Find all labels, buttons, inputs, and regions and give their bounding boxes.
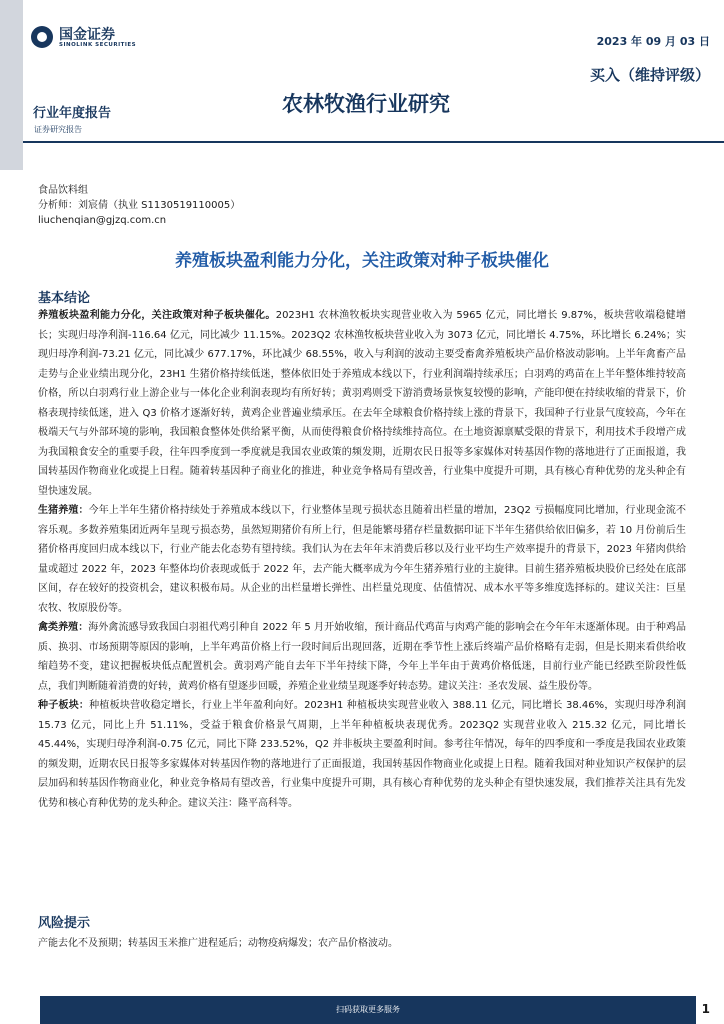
side-accent-bar [0,0,23,170]
research-group: 食品饮料组 [38,185,88,196]
analyst-info [38,183,240,228]
page-footer [0,996,724,1024]
report-type: 行业年度报告 [33,106,112,121]
report-date: 2023 年 09 月 03 日 [596,35,710,48]
industry-title: 农林牧渔行业研究 [282,92,450,116]
paragraph-lead: 种子板块： [38,700,90,711]
logo-mark-icon [31,26,53,48]
paragraph-text: 种植板块营收稳定增长，行业上半年盈利向好。2023H1 种植板块实现营业收入 388.11 亿元，同比增长 38.46%，实现归母净利润 15.73 亿元，同比上升 51.11%，受益于粮食价格景气周期，上半年种植板块表现优秀。2023Q2 实现营业收入 215.32 亿元，同比增长 45.44%，实现归母净利润-0.75 亿元，同比下降 233.52%，Q2 并非板块主要盈利时间。参考往年情况，每年的四季度和一季度是我国农业政策的频发期，近期农民日报等多家媒体对转基因作物的落地进行了正面报道，我国转基因作物商业化或提上日程。随着我国对种业知识产权保护的层层加码和转基因作物商业化，种业竞争格局有望改善，行业集中度提升可期，具有核心育种优势的龙头种企有望快速发展，我们推荐关注具有先发优势和核心育种优势的龙头种企。建议关注：隆平高科等。 [38,700,686,809]
paragraph-text: 2023H1 农林渔牧板块实现营业收入为 5965 亿元，同比增长 9.87%，板块营收端稳健增长；实现归母净利润-116.64 亿元，同比减少 11.15%。2023Q2 农林渔牧板块营业收入为 3073 亿元，同比增长 4.75%，环比增长 6.24%；实现归母净利润-73.21 亿元，同比减少 677.17%，环比减少 68.55%，收入与利润的波动主要受畜禽养殖板块产品价格波动影响。上半年禽畜产品走势与企业业绩出现分化，23H1 生猪价格持续低迷，整体依旧处于养殖成本线以下，行业利润端持续承压；白羽鸡的鸡苗在上半年整体维持较高价格，所以白羽鸡行业上游企业与一体化企业利润表现均有所好转；黄羽鸡则受下游消费场景恢复较慢的影响，产能印便在持续收缩的背景下，价格表现持续低迷，进入 Q3 价格才逐渐好转，黄鸡企业普遍业绩承压。在去年全球粮食价格持续上涨的背景下，我国种子行业景气度较高，今年在极端天气与外部环境的影响，我国粮食整体处供给紧平衡，从而使得粮食价格持续维持高位。在土地资源禀赋受限的背景下，利用技术手段增产成为我国粮食安全的重要手段，往年四季度到一季度就是我国农业政策的频发期，近期农民日报等多家媒体对转基因作物的落地进行了正面报道，我国转基因作物商业化或提上日程。随着转基因种子商业化的推进，种业竞争格局有望改善，行业集中度提升可期，具有核心育种优势的龙头种企有望快速发展。 [38,310,687,497]
report-header [0,0,724,170]
summary-body [38,306,686,813]
report-subtype: 证券研究报告 [34,125,82,134]
summary-paragraph [38,306,686,501]
rating-label: 买入（维持评级） [589,66,710,84]
company-logo [31,24,141,52]
paragraph-lead: 生猪养殖： [38,505,89,516]
seed-paragraph [38,696,686,813]
analyst-email[interactable]: liuchenqian@gjzq.com.cn [38,215,167,226]
footer-disclaimer: 扫码获取更多服务 [336,1005,400,1014]
summary-section-title: 基本结论 [38,291,91,306]
paragraph-lead: 养殖板块盈利能力分化，关注政策对种子板块催化。 [38,310,276,321]
paragraph-text: 海外禽流感导致我国白羽祖代鸡引种自 2022 年 5 月开始收缩，预计商品代鸡苗与肉鸡产能的影响会在今年年末逐渐体现。由于种鸡品质、换羽、市场预期等原因的影响，上半年鸡苗价格上行一段时间后出现回落，近期在季节性上涨后终端产品价格略有走弱，但是长期来看供给收缩趋势不变，建议把握板块低点配置机会。黄羽鸡产能自去年下半年持续下降，今年上半年由于黄鸡价格低迷，目前行业产能已经跌至阶段性低点，我们判断随着消费的好转，黄鸡价格有望逐步回暖，养殖企业业绩呈现逐季好转态势。建议关注：圣农发展、益生股份等。 [38,622,687,692]
analyst-name: 分析师：刘宸倩（执业 S1130519110005） [38,200,241,211]
risk-section-title: 风险提示 [38,916,91,931]
logo-name-en: SINOLINK SECURITIES [59,42,137,48]
pig-paragraph [38,501,686,618]
report-headline: 养殖板块盈利能力分化，关注政策对种子板块催化 [175,251,549,271]
page-number: 1 [701,1002,710,1016]
paragraph-text: 今年上半年生猪价格持续处于养殖成本线以下，行业整体呈现亏损状态且随着出栏量的增加，23Q2 亏损幅度同比增加，行业现金流不容乐观。多数养殖集团近两年呈现亏损态势，虽然短期猪价有所上行，但是能繁母猪存栏量数据印证下半年生猪供给依旧偏多，若 10 月份前后生猪价格再度回归成本线以下，行业产能去化态势有望持续。我们认为在去年年末消费后移以及行业平均生产效率提升的背景下，2023 年猪肉供给量或超过 2022 年，2023 年整体均价表现或低于 2022 年，去产能大概率成为今年生猪养殖行业的主旋律。目前生猪养殖板块股价已经处在底部区间，存在较好的投资机会，建议积极布局。从企业的出栏量增长弹性、出栏量兑现度、估值情况、成本水平等多维度选择标的。建议关注：巨星农牧、牧原股份等。 [38,505,687,614]
risk-text: 产能去化不及预期；转基因玉米推广进程延后；动物疫病爆发；农产品价格波动。 [38,938,398,949]
header-divider [23,141,724,143]
paragraph-lead: 禽类养殖： [38,622,89,633]
poultry-paragraph [38,618,686,696]
logo-name: 国金证券 [59,27,115,43]
